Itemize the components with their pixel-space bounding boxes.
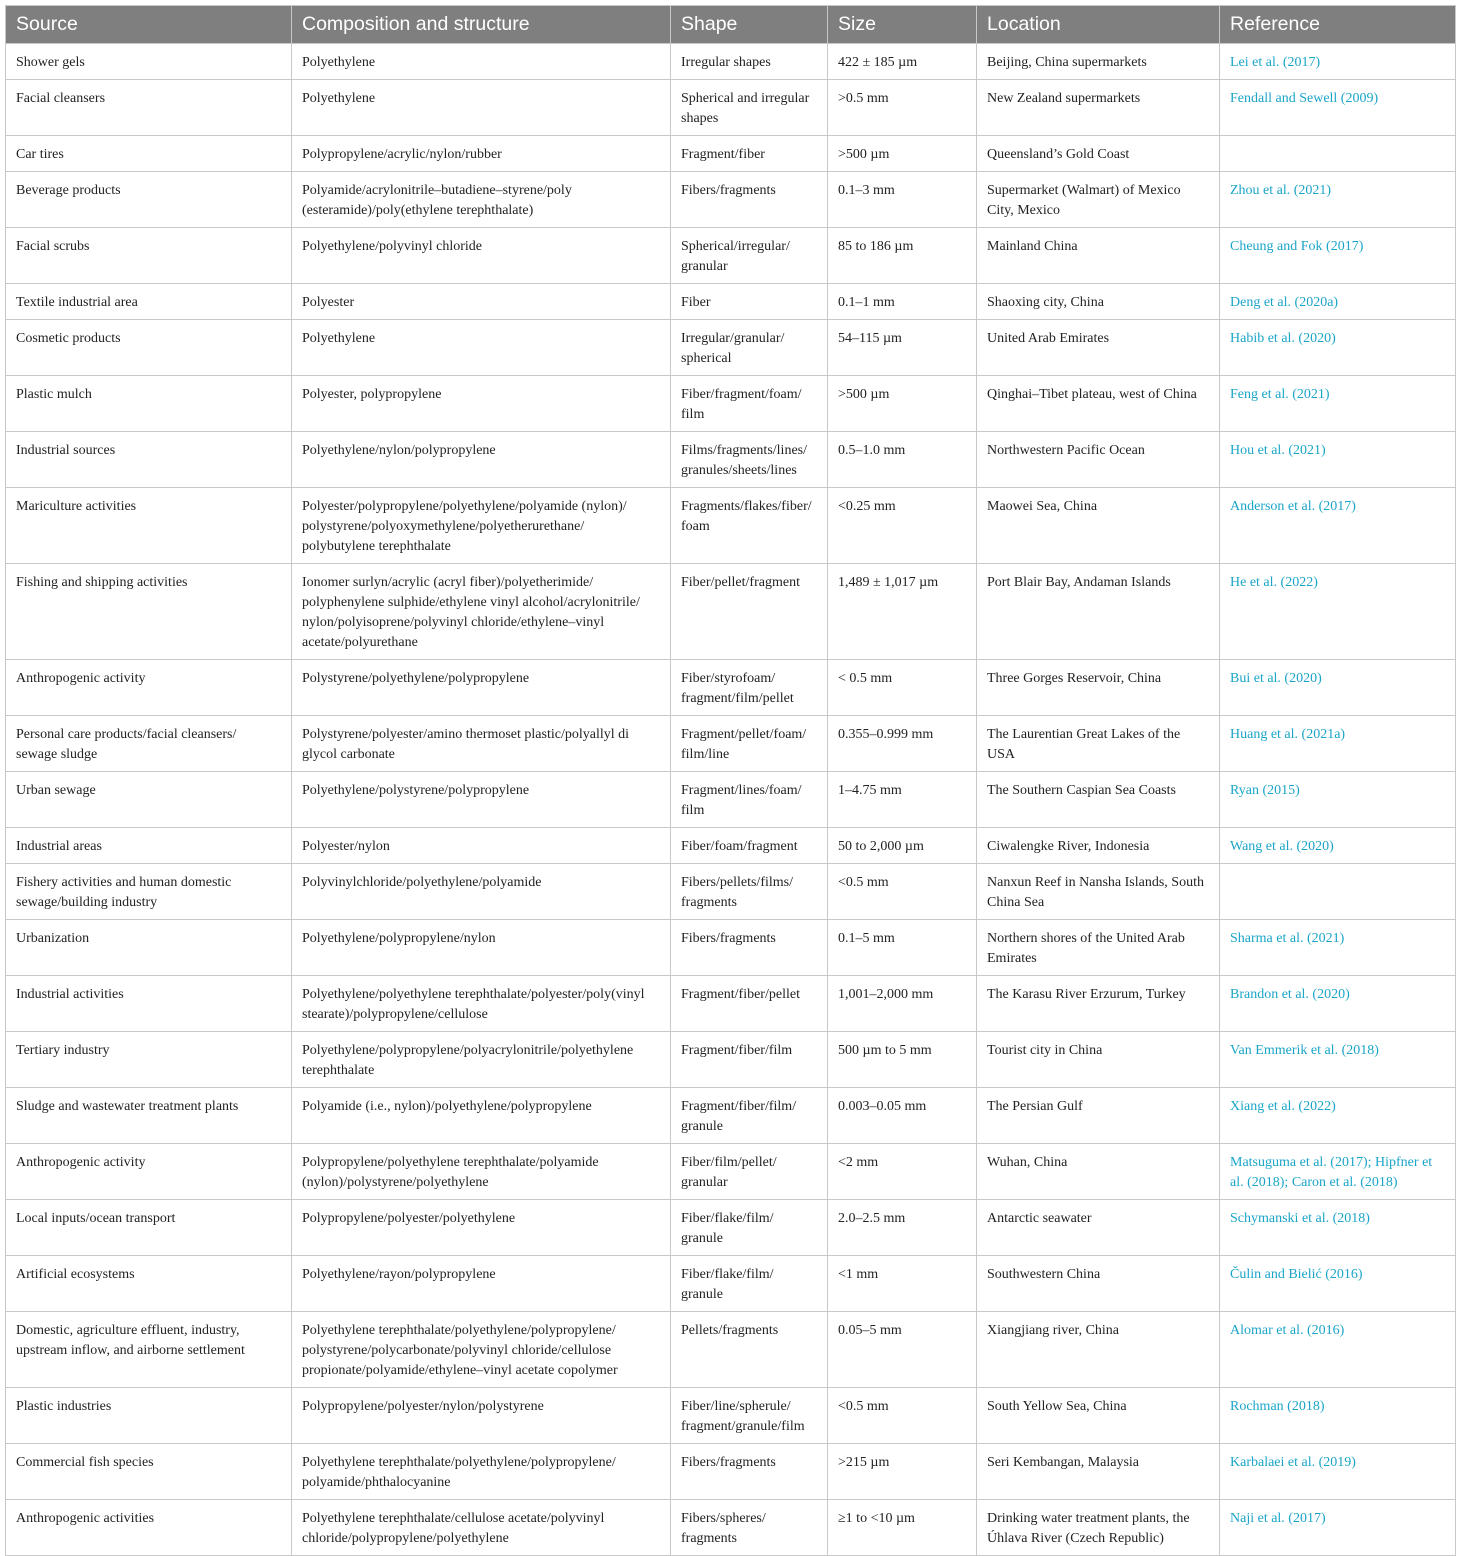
cell-shape: Irregular shapes [671, 44, 828, 80]
cell-location: Wuhan, China [977, 1144, 1220, 1200]
cell-source: Fishing and shipping activities [6, 564, 292, 660]
cell-location: Port Blair Bay, Andaman Islands [977, 564, 1220, 660]
cell-location: Nanxun Reef in Nansha Islands, South China Sea [977, 864, 1220, 920]
cell-composition: Polyethylene/nylon/polypropylene [292, 432, 671, 488]
cell-shape: Fiber/pellet/fragment [671, 564, 828, 660]
cell-size: 0.1–1 mm [828, 284, 977, 320]
header-row [6, 6, 1456, 44]
cell-size: 0.1–3 mm [828, 172, 977, 228]
cell-reference[interactable] [1220, 864, 1456, 920]
table-row [6, 828, 1456, 864]
cell-composition: Polyethylene/rayon/polypropylene [292, 1256, 671, 1312]
cell-reference[interactable]: Karbalaei et al. (2019) [1220, 1444, 1456, 1500]
table-row [6, 660, 1456, 716]
cell-composition: Polyethylene [292, 80, 671, 136]
cell-reference[interactable]: Van Emmerik et al. (2018) [1220, 1032, 1456, 1088]
cell-composition: Polyester/polypropylene/polyethylene/polyamide (nylon)/ polystyrene/polyoxymethylene/polyetherurethane/ polybutylene terephthalate [292, 488, 671, 564]
cell-source: Anthropogenic activity [6, 1144, 292, 1200]
cell-shape: Fragment/lines/foam/ film [671, 772, 828, 828]
cell-reference[interactable]: Feng et al. (2021) [1220, 376, 1456, 432]
cell-shape: Spherical/irregular/ granular [671, 228, 828, 284]
cell-source: Beverage products [6, 172, 292, 228]
cell-size: 500 µm to 5 mm [828, 1032, 977, 1088]
cell-reference[interactable]: Xiang et al. (2022) [1220, 1088, 1456, 1144]
cell-source: Mariculture activities [6, 488, 292, 564]
cell-reference[interactable]: Zhou et al. (2021) [1220, 172, 1456, 228]
cell-reference[interactable]: Matsuguma et al. (2017); Hipfner et al. (2018); Caron et al. (2018) [1220, 1144, 1456, 1200]
cell-shape: Fragment/fiber/film [671, 1032, 828, 1088]
cell-composition: Ionomer surlyn/acrylic (acryl fiber)/polyetherimide/ polyphenylene sulphide/ethylene vinyl alcohol/acrylonitrile/ nylon/polyisoprene/polyvinyl chloride/ethylene–vinyl acetate/polyurethane [292, 564, 671, 660]
cell-shape: Fragment/fiber/film/ granule [671, 1088, 828, 1144]
table-row [6, 136, 1456, 172]
table-row [6, 228, 1456, 284]
cell-reference[interactable]: Sharma et al. (2021) [1220, 920, 1456, 976]
cell-size: 0.05–5 mm [828, 1312, 977, 1388]
table-row [6, 1388, 1456, 1444]
table-row [6, 772, 1456, 828]
cell-location: Qinghai–Tibet plateau, west of China [977, 376, 1220, 432]
cell-composition: Polyester, polypropylene [292, 376, 671, 432]
cell-shape: Irregular/granular/ spherical [671, 320, 828, 376]
cell-size: >215 µm [828, 1444, 977, 1500]
cell-size: < 0.5 mm [828, 660, 977, 716]
cell-composition: Polyamide/acrylonitrile–butadiene–styrene/poly (esteramide)/poly(ethylene terephthalate) [292, 172, 671, 228]
cell-shape: Fibers/pellets/films/ fragments [671, 864, 828, 920]
table-row [6, 320, 1456, 376]
cell-reference[interactable]: Anderson et al. (2017) [1220, 488, 1456, 564]
cell-composition: Polystyrene/polyethylene/polypropylene [292, 660, 671, 716]
cell-location: Seri Kembangan, Malaysia [977, 1444, 1220, 1500]
cell-reference[interactable]: Hou et al. (2021) [1220, 432, 1456, 488]
cell-size: 1,489 ± 1,017 µm [828, 564, 977, 660]
cell-location: The Karasu River Erzurum, Turkey [977, 976, 1220, 1032]
table-body [6, 44, 1456, 1556]
cell-reference[interactable]: Čulin and Bielić (2016) [1220, 1256, 1456, 1312]
table-row [6, 44, 1456, 80]
cell-location: Three Gorges Reservoir, China [977, 660, 1220, 716]
cell-source: Cosmetic products [6, 320, 292, 376]
cell-location: Southwestern China [977, 1256, 1220, 1312]
cell-shape: Fiber/flake/film/ granule [671, 1200, 828, 1256]
table-row [6, 1312, 1456, 1388]
table-row [6, 172, 1456, 228]
cell-size: 2.0–2.5 mm [828, 1200, 977, 1256]
cell-location: Mainland China [977, 228, 1220, 284]
table-row [6, 976, 1456, 1032]
cell-source: Urbanization [6, 920, 292, 976]
cell-location: Ciwalengke River, Indonesia [977, 828, 1220, 864]
cell-size: <0.5 mm [828, 864, 977, 920]
cell-source: Anthropogenic activities [6, 1500, 292, 1556]
cell-composition: Polyester [292, 284, 671, 320]
cell-location: Antarctic seawater [977, 1200, 1220, 1256]
cell-location: The Persian Gulf [977, 1088, 1220, 1144]
cell-shape: Fibers/fragments [671, 172, 828, 228]
cell-size: 0.355–0.999 mm [828, 716, 977, 772]
table-row [6, 432, 1456, 488]
cell-source: Commercial fish species [6, 1444, 292, 1500]
cell-source: Industrial sources [6, 432, 292, 488]
cell-shape: Fibers/fragments [671, 1444, 828, 1500]
cell-size: 0.003–0.05 mm [828, 1088, 977, 1144]
cell-reference[interactable]: Deng et al. (2020a) [1220, 284, 1456, 320]
cell-shape: Fiber/foam/fragment [671, 828, 828, 864]
cell-composition: Polyethylene terephthalate/polyethylene/polypropylene/ polyamide/phthalocyanine [292, 1444, 671, 1500]
cell-size: >500 µm [828, 136, 977, 172]
cell-location: Xiangjiang river, China [977, 1312, 1220, 1388]
cell-composition: Polyethylene/polyethylene terephthalate/polyester/poly(vinyl stearate)/polypropylene/cellulose [292, 976, 671, 1032]
cell-composition: Polypropylene/polyester/polyethylene [292, 1200, 671, 1256]
table-row [6, 716, 1456, 772]
table-row [6, 376, 1456, 432]
table-row [6, 1500, 1456, 1556]
cell-location: The Laurentian Great Lakes of the USA [977, 716, 1220, 772]
header-composition: Composition and structure [292, 6, 671, 44]
cell-size: 0.5–1.0 mm [828, 432, 977, 488]
cell-reference[interactable]: Lei et al. (2017) [1220, 44, 1456, 80]
cell-location: Supermarket (Walmart) of Mexico City, Mexico [977, 172, 1220, 228]
cell-shape: Fiber/line/spherule/ fragment/granule/film [671, 1388, 828, 1444]
cell-source: Tertiary industry [6, 1032, 292, 1088]
cell-location: The Southern Caspian Sea Coasts [977, 772, 1220, 828]
table-row [6, 1144, 1456, 1200]
cell-shape: Fiber [671, 284, 828, 320]
cell-shape: Pellets/fragments [671, 1312, 828, 1388]
cell-composition: Polyethylene terephthalate/cellulose acetate/polyvinyl chloride/polypropylene/polyethylene [292, 1500, 671, 1556]
cell-shape: Fragment/pellet/foam/ film/line [671, 716, 828, 772]
cell-shape: Fiber/fragment/foam/ film [671, 376, 828, 432]
cell-source: Car tires [6, 136, 292, 172]
cell-composition: Polyethylene/polypropylene/polyacrylonitrile/polyethylene terephthalate [292, 1032, 671, 1088]
cell-location: Northern shores of the United Arab Emirates [977, 920, 1220, 976]
cell-shape: Fiber/flake/film/ granule [671, 1256, 828, 1312]
table-row [6, 80, 1456, 136]
cell-size: 54–115 µm [828, 320, 977, 376]
cell-composition: Polyvinylchloride/polyethylene/polyamide [292, 864, 671, 920]
table-row [6, 564, 1456, 660]
cell-composition: Polyethylene/polypropylene/nylon [292, 920, 671, 976]
cell-reference[interactable]: Bui et al. (2020) [1220, 660, 1456, 716]
cell-size: 1–4.75 mm [828, 772, 977, 828]
cell-composition: Polypropylene/polyester/nylon/polystyrene [292, 1388, 671, 1444]
cell-composition: Polyethylene/polyvinyl chloride [292, 228, 671, 284]
cell-reference[interactable]: Cheung and Fok (2017) [1220, 228, 1456, 284]
cell-reference[interactable]: He et al. (2022) [1220, 564, 1456, 660]
header-source: Source [6, 6, 292, 44]
cell-source: Plastic mulch [6, 376, 292, 432]
cell-size: >0.5 mm [828, 80, 977, 136]
cell-size: >500 µm [828, 376, 977, 432]
cell-source: Plastic industries [6, 1388, 292, 1444]
cell-location: Shaoxing city, China [977, 284, 1220, 320]
cell-source: Sludge and wastewater treatment plants [6, 1088, 292, 1144]
cell-reference[interactable]: Huang et al. (2021a) [1220, 716, 1456, 772]
cell-shape: Fiber/styrofoam/ fragment/film/pellet [671, 660, 828, 716]
cell-reference[interactable]: Wang et al. (2020) [1220, 828, 1456, 864]
cell-source: Industrial areas [6, 828, 292, 864]
cell-location: New Zealand supermarkets [977, 80, 1220, 136]
cell-composition: Polyethylene/polystyrene/polypropylene [292, 772, 671, 828]
cell-reference[interactable] [1220, 136, 1456, 172]
cell-source: Personal care products/facial cleansers/ sewage sludge [6, 716, 292, 772]
cell-location: United Arab Emirates [977, 320, 1220, 376]
cell-reference[interactable]: Alomar et al. (2016) [1220, 1312, 1456, 1388]
cell-composition: Polypropylene/polyethylene terephthalate/polyamide (nylon)/polystyrene/polyethylene [292, 1144, 671, 1200]
cell-source: Fishery activities and human domestic sewage/building industry [6, 864, 292, 920]
header-reference: Reference [1220, 6, 1456, 44]
table-row [6, 1444, 1456, 1500]
cell-location: Drinking water treatment plants, the Úhlava River (Czech Republic) [977, 1500, 1220, 1556]
cell-source: Textile industrial area [6, 284, 292, 320]
data-table [5, 5, 1456, 1556]
cell-source: Shower gels [6, 44, 292, 80]
cell-size: 0.1–5 mm [828, 920, 977, 976]
cell-location: Maowei Sea, China [977, 488, 1220, 564]
cell-size: <0.25 mm [828, 488, 977, 564]
table-row [6, 1088, 1456, 1144]
cell-size: 50 to 2,000 µm [828, 828, 977, 864]
cell-reference[interactable]: Fendall and Sewell (2009) [1220, 80, 1456, 136]
table-row [6, 864, 1456, 920]
cell-size: 1,001–2,000 mm [828, 976, 977, 1032]
cell-composition: Polyester/nylon [292, 828, 671, 864]
cell-composition: Polystyrene/polyester/amino thermoset plastic/polyallyl di glycol carbonate [292, 716, 671, 772]
cell-source: Urban sewage [6, 772, 292, 828]
table-row [6, 1200, 1456, 1256]
cell-shape: Fragment/fiber [671, 136, 828, 172]
cell-shape: Fragments/flakes/fiber/ foam [671, 488, 828, 564]
cell-location: Tourist city in China [977, 1032, 1220, 1088]
cell-reference[interactable]: Habib et al. (2020) [1220, 320, 1456, 376]
table-row [6, 1032, 1456, 1088]
cell-size: ≥1 to <10 µm [828, 1500, 977, 1556]
cell-size: 85 to 186 µm [828, 228, 977, 284]
cell-shape: Films/fragments/lines/ granules/sheets/lines [671, 432, 828, 488]
cell-location: Northwestern Pacific Ocean [977, 432, 1220, 488]
cell-shape: Fiber/film/pellet/ granular [671, 1144, 828, 1200]
table-row [6, 488, 1456, 564]
cell-size: <0.5 mm [828, 1388, 977, 1444]
header-location: Location [977, 6, 1220, 44]
cell-size: <2 mm [828, 1144, 977, 1200]
cell-composition: Polyethylene [292, 44, 671, 80]
table-row [6, 920, 1456, 976]
cell-source: Facial scrubs [6, 228, 292, 284]
header-size: Size [828, 6, 977, 44]
cell-size: 422 ± 185 µm [828, 44, 977, 80]
cell-size: <1 mm [828, 1256, 977, 1312]
cell-shape: Fibers/spheres/ fragments [671, 1500, 828, 1556]
cell-location: Queensland’s Gold Coast [977, 136, 1220, 172]
cell-source: Facial cleansers [6, 80, 292, 136]
cell-source: Artificial ecosystems [6, 1256, 292, 1312]
cell-source: Industrial activities [6, 976, 292, 1032]
cell-reference[interactable]: Rochman (2018) [1220, 1388, 1456, 1444]
cell-source: Local inputs/ocean transport [6, 1200, 292, 1256]
cell-reference[interactable]: Schymanski et al. (2018) [1220, 1200, 1456, 1256]
cell-reference[interactable]: Ryan (2015) [1220, 772, 1456, 828]
table-row [6, 284, 1456, 320]
cell-source: Domestic, agriculture effluent, industry, upstream inflow, and airborne settlement [6, 1312, 292, 1388]
cell-reference[interactable]: Brandon et al. (2020) [1220, 976, 1456, 1032]
cell-reference[interactable]: Naji et al. (2017) [1220, 1500, 1456, 1556]
cell-composition: Polypropylene/acrylic/nylon/rubber [292, 136, 671, 172]
cell-location: South Yellow Sea, China [977, 1388, 1220, 1444]
table-header [6, 6, 1456, 44]
cell-composition: Polyamide (i.e., nylon)/polyethylene/polypropylene [292, 1088, 671, 1144]
cell-shape: Fibers/fragments [671, 920, 828, 976]
cell-shape: Spherical and irregular shapes [671, 80, 828, 136]
cell-shape: Fragment/fiber/pellet [671, 976, 828, 1032]
cell-composition: Polyethylene [292, 320, 671, 376]
cell-location: Beijing, China supermarkets [977, 44, 1220, 80]
header-shape: Shape [671, 6, 828, 44]
cell-composition: Polyethylene terephthalate/polyethylene/polypropylene/ polystyrene/polycarbonate/polyvinyl chloride/cellulose propionate/polyamide/ethylene–vinyl acetate copolymer [292, 1312, 671, 1388]
table-row [6, 1256, 1456, 1312]
cell-source: Anthropogenic activity [6, 660, 292, 716]
